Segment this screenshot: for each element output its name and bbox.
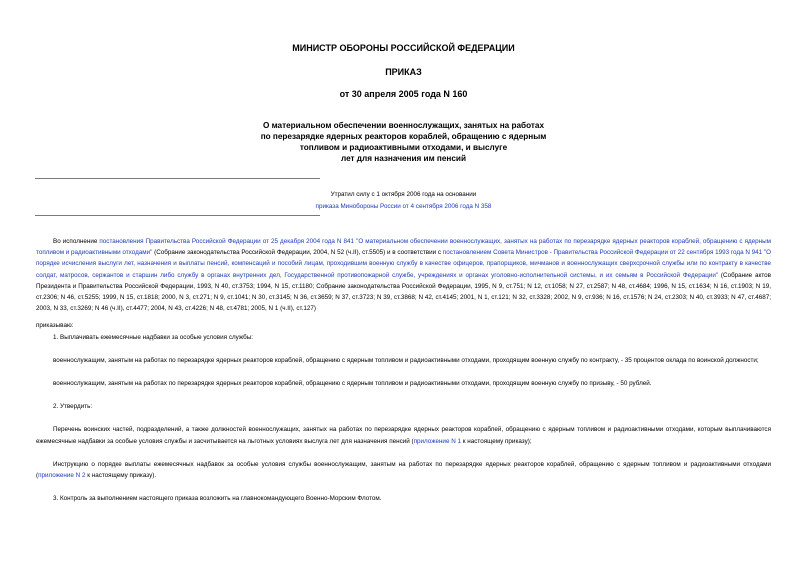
- divider-bottom: [35, 215, 320, 216]
- status-note-text: Утратил силу с 1 октября 2006 года на основании: [330, 191, 477, 198]
- item-2-text: Инструкцию о порядке выплаты ежемесячных надбавок за особые условия службы военнослужащим, занятым на работах по перезарядке ядерных реакторов кораблей, обращению с ядерным топливом и радиоактивными отходами (: [36, 460, 771, 480]
- item-1-paragraph-conscript: военнослужащим, занятым на работах по перезарядке ядерных реакторов кораблей, обращению с ядерным топливом и радиоактивными отходами, проходящим военную службу по призыву, - 50 рублей.: [53, 380, 652, 388]
- order-subject: [0, 120, 807, 164]
- status-note: [0, 189, 807, 213]
- item-2-paragraph-instruction: [36, 459, 771, 481]
- subject-line: топливом и радиоактивными отходами, и выслуге: [299, 143, 508, 152]
- document-body: [36, 236, 771, 504]
- preamble-text: (Собрание актов Президента и Правительства Российской Федерации, 1993, N 40, ст.3753; 1994, N 15, ст.1180; Собрание законодательства Российской Федерации, 1995, N 9, ст.751; N 12, ст.1058; N 27, ст.2587; N 48, ст.4684; 1996, N 15, ст.1634; N 16, ст.1903; N 19, ст.2306; N 46, ст.5255; 1999, N 15, ст.1818; 2000, N 3, ст.271; N 9, ст.1041; N 30, ст.3145; N 36, ст.3659; N 37, ст.3723; N 39, ст.3868; N 42, ст.4145; 2001, N 1, ст.121; N 32, ст.3328; 2002, N 9, ст.936; N 16, ст.1576; N 24, ст.2303; N 40, ст.3933; N 47, ст.4687; 2003, N 33, ст.3269; N 46 (ч.II), ст.4477; 2004, N 43, ст.4226; N 48, ст.4781; 2005, N 1 (ч.II), ст.127): [36, 271, 771, 313]
- subject-line: по перезарядке ядерных реакторов кораблей, обращению с ядерным: [260, 132, 547, 141]
- item-2-heading: 2. Утвердить:: [53, 403, 93, 411]
- order-date-number: от 30 апреля 2005 года N 160: [339, 89, 468, 99]
- order-word: приказываю:: [36, 322, 74, 330]
- item-2-paragraph-list: [36, 424, 771, 446]
- appendix-2-link[interactable]: приложение N 2: [38, 472, 86, 480]
- divider-top: [35, 178, 320, 179]
- preamble-text: Во исполнение: [53, 238, 100, 245]
- item-2-text: Перечень воинских частей, подразделений, а также должностей военнослужащих, занятых на работах по перезарядке ядерных реакторов кораблей, обращению с ядерным топливом и радиоактивными отходами, которым выплачиваются ежемесячные надбавки за особые условия службы и засчитывается на льготных условиях выслуга лет для назначения пенсий (: [36, 426, 771, 445]
- document-type: ПРИКАЗ: [385, 67, 422, 77]
- preamble-text: (Собрание законодательства Российской Федерации, 2004, N 52 (ч.II), ст.5505) и в соответствии с: [152, 249, 443, 257]
- subject-line: лет для назначения им пенсий: [340, 154, 466, 163]
- resolution-841-link[interactable]: постановления Правительства Российской Федерации от 25 декабря 2004 года N 841 "О материальном обеспечении военнослужащих, занятых на работах по перезарядке ядерных реакторов кораблей, обращению с ядерным топливом и радиоактивными отходами": [36, 238, 771, 257]
- item-1-heading: 1. Выплачивать ежемесячные надбавки за особые условия службы:: [53, 333, 254, 341]
- repeal-order-link[interactable]: приказа Минобороны России от 4 сентября 2006 года N 358: [315, 203, 492, 210]
- item-2-text: к настоящему приказу);: [461, 437, 532, 445]
- resolution-941-link[interactable]: постановлением Совета Министров - Правительства Российской Федерации от 22 сентября 1993 года N 941 "О порядке исчисления выслуги лет, назначения и выплаты пенсий, компенсаций и пособий лицам, проходившим военную службу в качестве офицеров, прапорщиков, мичманов и военнослужащих сверхсрочной службы или по контракту в качестве солдат, матросов, сержантов и старшин либо службу в органах внутренних дел, Государственной противопожарной службе, учреждениях и органах уголовно-исполнительной системы, и их семьям в Российской Федерации": [36, 249, 772, 279]
- item-1-paragraph-contract: военнослужащим, занятым на работах по перезарядке ядерных реакторов кораблей, обращению с ядерным топливом и радиоактивными отходами, проходящим военную службу по контракту, - 35 процентов оклада по воинской должности;: [53, 356, 759, 364]
- item-3-paragraph: 3. Контроль за выполнением настоящего приказа возложить на главнокомандующего Военно-Морским Флотом.: [53, 495, 382, 503]
- subject-line: О материальном обеспечении военнослужащих, занятых на работах: [262, 121, 545, 130]
- item-2-text: к настоящему приказу).: [85, 472, 157, 480]
- ministry-title: МИНИСТР ОБОРОНЫ РОССИЙСКОЙ ФЕДЕРАЦИИ: [292, 43, 515, 53]
- preamble-paragraph: [36, 236, 771, 314]
- appendix-1-link[interactable]: приложение N 1: [413, 437, 461, 445]
